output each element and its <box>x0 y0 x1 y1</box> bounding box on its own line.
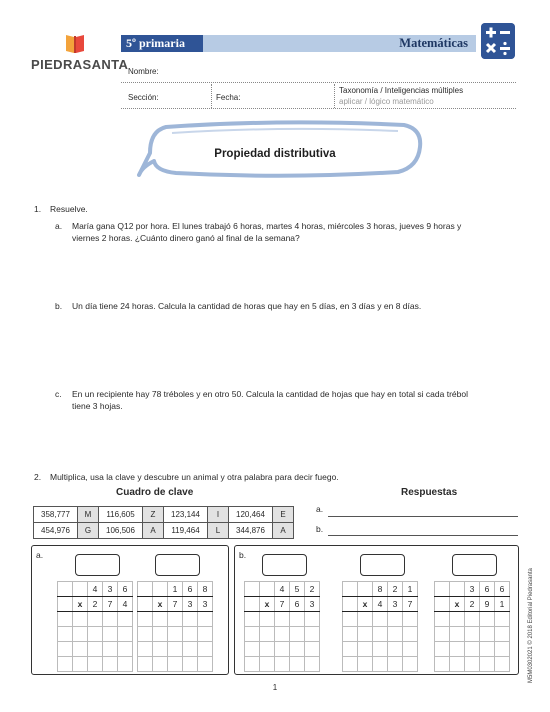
work-area-b-label: b. <box>239 550 247 560</box>
grid-cell[interactable] <box>465 642 480 657</box>
grid-row <box>245 582 320 597</box>
multiplication-grid <box>434 581 510 672</box>
exercise1-item-c-line1: En un recipiente hay 78 tréboles y en otro 50. Calcula la cantidad de hojas que hay en total si cada trébol <box>72 389 468 399</box>
grid-cell[interactable] <box>58 582 73 597</box>
grid-cell[interactable] <box>388 612 403 627</box>
footer-code: M5M0302021 © 2018 Editorial Piedrasanta <box>528 568 534 683</box>
grid-cell[interactable] <box>290 627 305 642</box>
answer-b-label: b. <box>316 524 324 534</box>
grid-cell[interactable] <box>450 612 465 627</box>
grid-cell[interactable]: 3 <box>465 582 480 597</box>
grid-cell[interactable] <box>343 582 358 597</box>
key-letter: E <box>273 507 294 523</box>
grid-cell[interactable]: 1 <box>403 582 418 597</box>
grid-cell[interactable] <box>435 597 450 612</box>
grid-cell[interactable] <box>103 627 118 642</box>
key-number: 358,777 <box>34 507 78 523</box>
grid-cell[interactable] <box>138 657 153 672</box>
grid-cell[interactable] <box>275 612 290 627</box>
grid-cell[interactable] <box>168 627 183 642</box>
grid-cell[interactable]: 3 <box>388 597 403 612</box>
result-letter-box[interactable] <box>75 554 120 576</box>
grid-row <box>58 642 133 657</box>
grid-cell[interactable]: 2 <box>465 597 480 612</box>
grid-cell[interactable] <box>403 627 418 642</box>
grid-cell[interactable] <box>183 627 198 642</box>
grid-cell[interactable]: x <box>73 597 88 612</box>
grid-cell[interactable]: 2 <box>88 597 103 612</box>
result-letter-box[interactable] <box>262 554 307 576</box>
grid-cell[interactable] <box>435 582 450 597</box>
grid-cell[interactable]: 4 <box>373 597 388 612</box>
exercise1-item-b-line1: Un día tiene 24 horas. Calcula la cantidad de horas que hay en 5 días, en 3 días y en 8 días. <box>72 301 422 311</box>
exercise1-item-a-line1: María gana Q12 por hora. El lunes trabajó 6 horas, martes 4 horas, miércoles 3 horas, jueves 9 horas y <box>72 221 462 231</box>
grid-cell[interactable]: 6 <box>290 597 305 612</box>
grid-cell[interactable] <box>435 627 450 642</box>
exercise1-item-letter: b. <box>55 301 63 311</box>
grid-cell[interactable] <box>198 657 213 672</box>
grid-cell[interactable] <box>388 657 403 672</box>
grid-cell[interactable] <box>58 657 73 672</box>
grid-cell[interactable] <box>73 642 88 657</box>
grid-cell[interactable] <box>245 597 260 612</box>
grid-row <box>435 657 510 672</box>
grid-cell[interactable] <box>260 612 275 627</box>
grid-cell[interactable]: x <box>260 597 275 612</box>
grid-cell[interactable]: 1 <box>168 582 183 597</box>
grid-cell[interactable]: 6 <box>495 582 510 597</box>
grid-cell[interactable] <box>245 612 260 627</box>
grid-cell[interactable] <box>118 657 133 672</box>
exercise1-item-c-line2: tiene 3 hojas. <box>72 401 123 411</box>
grid-cell[interactable] <box>435 642 450 657</box>
key-number: 119,464 <box>164 523 208 539</box>
grid-row <box>245 642 320 657</box>
multiplication-grid <box>244 581 320 672</box>
grid-cell[interactable] <box>305 657 320 672</box>
grid-cell[interactable] <box>480 627 495 642</box>
grid-row <box>138 642 213 657</box>
grid-cell[interactable] <box>198 612 213 627</box>
grid-cell[interactable]: x <box>450 597 465 612</box>
grid-cell[interactable] <box>358 582 373 597</box>
key-letter: A <box>143 523 164 539</box>
grid-cell[interactable] <box>58 642 73 657</box>
grid-cell[interactable] <box>260 582 275 597</box>
grid-cell[interactable] <box>103 612 118 627</box>
grid-cell[interactable] <box>305 612 320 627</box>
grid-cell[interactable] <box>198 627 213 642</box>
grid-cell[interactable] <box>88 642 103 657</box>
grid-cell[interactable]: 8 <box>198 582 213 597</box>
exercise2-number: 2. <box>34 472 42 482</box>
grid-cell[interactable]: 3 <box>103 582 118 597</box>
grid-cell[interactable] <box>138 642 153 657</box>
result-letter-box[interactable] <box>452 554 497 576</box>
grid-cell[interactable] <box>153 582 168 597</box>
grid-row <box>343 657 418 672</box>
exercise1-number: 1. <box>34 204 42 214</box>
taxonomy-label: Taxonomía / Inteligencias múltiples <box>339 86 464 95</box>
grid-cell[interactable] <box>343 597 358 612</box>
date-label: Fecha: <box>216 93 241 102</box>
grid-cell[interactable]: 1 <box>495 597 510 612</box>
grid-cell[interactable] <box>58 627 73 642</box>
grid-cell[interactable] <box>138 627 153 642</box>
grid-cell[interactable] <box>495 627 510 642</box>
multiplication-grid <box>137 581 213 672</box>
multiplication-grid <box>57 581 133 672</box>
grid-cell[interactable] <box>450 582 465 597</box>
grid-cell[interactable] <box>435 612 450 627</box>
key-number: 116,605 <box>99 507 143 523</box>
grid-row <box>435 627 510 642</box>
grid-cell[interactable]: 7 <box>275 597 290 612</box>
work-area-a-label: a. <box>36 550 44 560</box>
grid-cell[interactable] <box>153 627 168 642</box>
grid-cell[interactable] <box>290 642 305 657</box>
grid-cell[interactable] <box>260 642 275 657</box>
grid-cell[interactable]: 4 <box>88 582 103 597</box>
grid-cell[interactable] <box>450 642 465 657</box>
grid-row <box>343 642 418 657</box>
grid-cell[interactable] <box>168 657 183 672</box>
grid-cell[interactable]: 7 <box>103 597 118 612</box>
grid-row <box>343 627 418 642</box>
grid-row <box>343 582 418 597</box>
grid-row <box>245 597 320 612</box>
grid-cell[interactable] <box>373 612 388 627</box>
grid-cell[interactable] <box>245 642 260 657</box>
grid-row <box>138 582 213 597</box>
grid-row <box>343 597 418 612</box>
grid-cell[interactable]: x <box>358 597 373 612</box>
brand-logo-text: PIEDRASANTA <box>31 57 129 72</box>
grid-cell[interactable] <box>260 657 275 672</box>
grid-cell[interactable] <box>88 657 103 672</box>
grid-cell[interactable]: 9 <box>480 597 495 612</box>
grid-row <box>138 627 213 642</box>
grid-cell[interactable] <box>403 657 418 672</box>
key-number: 454,976 <box>34 523 78 539</box>
grid-cell[interactable] <box>290 612 305 627</box>
grid-cell[interactable] <box>198 642 213 657</box>
key-letter: I <box>208 507 229 523</box>
grid-cell[interactable] <box>138 582 153 597</box>
grid-row <box>58 582 133 597</box>
page-title: Propiedad distributiva <box>214 148 336 160</box>
key-number: 120,464 <box>229 507 273 523</box>
grid-cell[interactable] <box>245 657 260 672</box>
grid-cell[interactable] <box>495 657 510 672</box>
grid-cell[interactable] <box>73 657 88 672</box>
answers-title: Respuestas <box>401 487 458 498</box>
key-number: 344,876 <box>229 523 273 539</box>
grid-cell[interactable]: 8 <box>373 582 388 597</box>
key-letter: Z <box>143 507 164 523</box>
key-letter: M <box>78 507 99 523</box>
grade-label: 5º primaria <box>121 35 203 52</box>
grid-cell[interactable] <box>388 627 403 642</box>
grid-row <box>138 597 213 612</box>
grid-cell[interactable] <box>275 642 290 657</box>
grid-cell[interactable] <box>373 657 388 672</box>
grid-cell[interactable] <box>358 612 373 627</box>
grid-row <box>343 612 418 627</box>
answer-b-line[interactable] <box>328 535 518 536</box>
key-table-title: Cuadro de clave <box>116 487 194 498</box>
grid-cell[interactable]: x <box>153 597 168 612</box>
result-letter-box[interactable] <box>155 554 200 576</box>
grid-row <box>58 597 133 612</box>
grid-cell[interactable]: 6 <box>183 582 198 597</box>
grid-cell[interactable] <box>403 642 418 657</box>
grid-cell[interactable] <box>118 642 133 657</box>
grid-cell[interactable] <box>260 627 275 642</box>
key-letter: A <box>273 523 294 539</box>
grid-cell[interactable] <box>138 597 153 612</box>
key-row <box>34 507 294 523</box>
grid-cell[interactable] <box>480 612 495 627</box>
grid-cell[interactable] <box>435 657 450 672</box>
grid-cell[interactable] <box>58 612 73 627</box>
section-label: Sección: <box>128 93 159 102</box>
grid-cell[interactable] <box>275 627 290 642</box>
grid-cell[interactable] <box>118 612 133 627</box>
grid-cell[interactable]: 2 <box>388 582 403 597</box>
key-table <box>33 506 294 539</box>
grid-cell[interactable] <box>73 612 88 627</box>
grid-cell[interactable] <box>153 657 168 672</box>
grid-cell[interactable] <box>480 657 495 672</box>
grid-cell[interactable] <box>358 627 373 642</box>
grid-cell[interactable] <box>183 612 198 627</box>
grid-cell[interactable]: 7 <box>168 597 183 612</box>
grid-cell[interactable] <box>495 642 510 657</box>
grid-cell[interactable] <box>343 612 358 627</box>
grid-cell[interactable] <box>465 657 480 672</box>
grid-cell[interactable] <box>358 657 373 672</box>
grid-cell[interactable] <box>480 642 495 657</box>
subject-label: Matemáticas <box>399 36 468 50</box>
grid-row <box>435 582 510 597</box>
grid-cell[interactable] <box>388 642 403 657</box>
exercise2-instruction: Multiplica, usa la clave y descubre un animal y otra palabra para decir fuego. <box>50 472 339 482</box>
grid-cell[interactable]: 3 <box>198 597 213 612</box>
exercise1-item-letter: a. <box>55 221 63 231</box>
answer-a-line[interactable] <box>328 516 518 517</box>
key-letter: L <box>208 523 229 539</box>
grid-cell[interactable] <box>305 627 320 642</box>
grid-cell[interactable]: 6 <box>118 582 133 597</box>
name-label: Nombre: <box>128 67 159 76</box>
grid-cell[interactable] <box>373 642 388 657</box>
grid-cell[interactable] <box>245 627 260 642</box>
grid-cell[interactable]: 3 <box>183 597 198 612</box>
grid-cell[interactable] <box>465 612 480 627</box>
answer-a-label: a. <box>316 504 324 514</box>
exercise1-item-a-line2: viernes 2 horas. ¿Cuánto dinero ganó al final de la semana? <box>72 233 300 243</box>
grid-cell[interactable]: 4 <box>275 582 290 597</box>
grid-cell[interactable] <box>118 627 133 642</box>
grid-cell[interactable] <box>183 642 198 657</box>
grid-cell[interactable] <box>58 597 73 612</box>
grid-cell[interactable] <box>450 627 465 642</box>
grid-cell[interactable] <box>403 612 418 627</box>
grid-cell[interactable] <box>103 657 118 672</box>
name-line[interactable] <box>121 82 516 83</box>
grid-row <box>245 627 320 642</box>
grid-row <box>245 612 320 627</box>
grid-cell[interactable] <box>73 627 88 642</box>
math-operations-icon <box>481 23 515 59</box>
grid-row <box>138 657 213 672</box>
result-letter-box[interactable] <box>360 554 405 576</box>
header-bar <box>121 35 476 52</box>
grid-cell[interactable] <box>495 612 510 627</box>
grid-cell[interactable]: 2 <box>305 582 320 597</box>
exercise1-instruction: Resuelve. <box>50 204 88 214</box>
key-letter: G <box>78 523 99 539</box>
grid-row <box>58 657 133 672</box>
grid-row <box>138 612 213 627</box>
grid-cell[interactable] <box>358 642 373 657</box>
grid-cell[interactable] <box>343 657 358 672</box>
grid-cell[interactable] <box>183 657 198 672</box>
grid-cell[interactable] <box>153 612 168 627</box>
grid-row <box>435 642 510 657</box>
grid-cell[interactable] <box>168 612 183 627</box>
grid-row <box>58 627 133 642</box>
key-number: 123,144 <box>164 507 208 523</box>
exercise1-item-letter: c. <box>55 389 62 399</box>
grid-cell[interactable] <box>88 612 103 627</box>
grid-cell[interactable]: 5 <box>290 582 305 597</box>
grid-cell[interactable] <box>138 612 153 627</box>
grid-cell[interactable] <box>103 642 118 657</box>
grid-cell[interactable]: 6 <box>480 582 495 597</box>
book-logo-icon <box>64 32 86 54</box>
grid-cell[interactable]: 3 <box>305 597 320 612</box>
grid-row <box>435 597 510 612</box>
grid-cell[interactable] <box>73 582 88 597</box>
taxonomy-value: aplicar / lógico matemático <box>339 97 434 106</box>
grid-cell[interactable] <box>343 627 358 642</box>
grid-row <box>58 612 133 627</box>
grid-cell[interactable] <box>373 627 388 642</box>
key-row <box>34 523 294 539</box>
grid-cell[interactable] <box>290 657 305 672</box>
grid-cell[interactable] <box>153 642 168 657</box>
grid-cell[interactable]: 7 <box>403 597 418 612</box>
grid-cell[interactable] <box>450 657 465 672</box>
key-number: 106,506 <box>99 523 143 539</box>
grid-cell[interactable] <box>88 627 103 642</box>
multiplication-grid <box>342 581 418 672</box>
grid-cell[interactable]: 4 <box>118 597 133 612</box>
grid-cell[interactable] <box>245 582 260 597</box>
grid-row <box>435 612 510 627</box>
grid-cell[interactable] <box>465 627 480 642</box>
grid-row <box>245 657 320 672</box>
grid-cell[interactable] <box>168 642 183 657</box>
grid-cell[interactable] <box>275 657 290 672</box>
grid-cell[interactable] <box>343 642 358 657</box>
grid-cell[interactable] <box>305 642 320 657</box>
page-number: 1 <box>272 683 278 692</box>
